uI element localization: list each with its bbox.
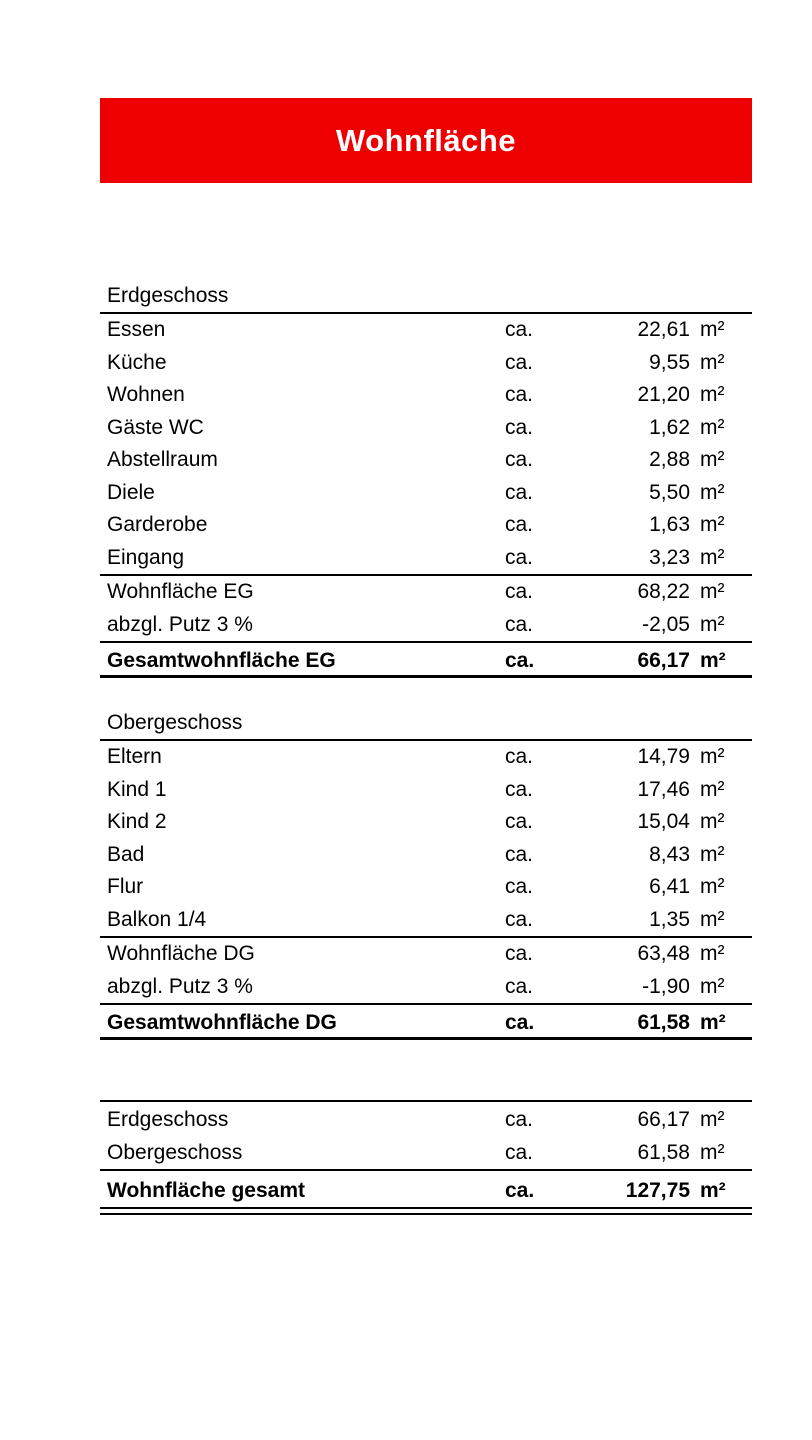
row-label: Obergeschoss <box>107 1140 243 1164</box>
row-value: 21,20 <box>637 383 690 406</box>
ca-label: ca. <box>505 942 534 965</box>
table-row <box>100 839 752 872</box>
ca-label: ca. <box>505 448 534 471</box>
row-value: 17,46 <box>637 777 690 801</box>
ca-label: ca. <box>505 612 534 636</box>
row-value: 6,41 <box>649 875 690 898</box>
ca-label: ca. <box>505 318 534 341</box>
grand-total-row <box>100 1171 752 1209</box>
row-value: 8,43 <box>649 842 690 866</box>
section-title: Obergeschoss <box>100 708 752 741</box>
table-row <box>100 347 752 380</box>
table-row <box>100 1104 752 1137</box>
ca-label: ca. <box>505 383 534 406</box>
row-value: 63,48 <box>637 942 690 965</box>
row-label: Gesamtwohnfläche DG <box>107 1011 337 1034</box>
unit-label: m² <box>700 1108 725 1131</box>
unit-label: m² <box>700 580 725 603</box>
table-row <box>100 938 752 971</box>
unit-label: m² <box>700 383 725 406</box>
row-label: Erdgeschoss <box>107 1108 229 1131</box>
unit-label: m² <box>700 318 725 341</box>
row-value: 14,79 <box>637 745 690 768</box>
row-label: Küche <box>107 350 167 374</box>
section-total-row <box>100 643 752 678</box>
row-label: Diele <box>107 480 155 504</box>
unit-label: m² <box>700 513 725 536</box>
table-row <box>100 741 752 774</box>
unit-label: m² <box>700 1179 726 1202</box>
ca-label: ca. <box>505 745 534 768</box>
unit-label: m² <box>700 777 725 801</box>
table-row <box>100 871 752 904</box>
ca-label: ca. <box>505 974 534 998</box>
row-value: 61,58 <box>637 1140 690 1164</box>
row-label: Kind 1 <box>107 777 167 801</box>
ca-label: ca. <box>505 1179 535 1202</box>
table-row <box>100 904 752 937</box>
ca-label: ca. <box>505 649 535 672</box>
row-value: -1,90 <box>642 974 690 998</box>
row-label: abzgl. Putz 3 % <box>107 612 253 636</box>
page-title: Wohnfläche <box>335 122 517 158</box>
ca-label: ca. <box>505 1140 534 1164</box>
row-label: Gesamtwohnfläche EG <box>107 649 336 672</box>
row-value: 15,04 <box>637 810 690 833</box>
row-value: 66,17 <box>637 649 690 672</box>
title-banner <box>100 98 752 183</box>
ca-label: ca. <box>505 1011 535 1034</box>
table-row <box>100 379 752 412</box>
table-row <box>100 477 752 510</box>
table-row <box>100 774 752 807</box>
section-total-row <box>100 1005 752 1040</box>
ca-label: ca. <box>505 777 534 801</box>
row-label: Wohnfläche gesamt <box>107 1179 305 1202</box>
row-value: 66,17 <box>637 1108 690 1131</box>
ca-label: ca. <box>505 545 534 569</box>
table-row <box>100 542 752 575</box>
unit-label: m² <box>700 480 725 504</box>
unit-label: m² <box>700 612 725 636</box>
ca-label: ca. <box>505 1108 534 1131</box>
row-label: Wohnfläche EG <box>107 580 254 603</box>
table-row <box>100 314 752 347</box>
unit-label: m² <box>700 545 725 569</box>
row-label: Kind 2 <box>107 810 167 833</box>
table-row <box>100 971 752 1004</box>
section-erdgeschoss <box>100 281 752 678</box>
ca-label: ca. <box>505 513 534 536</box>
row-label: Garderobe <box>107 513 208 536</box>
row-label: Essen <box>107 318 166 341</box>
subtotal-rows <box>100 576 752 643</box>
row-value: 61,58 <box>637 1011 690 1034</box>
summary-section <box>100 1100 752 1215</box>
unit-label: m² <box>700 907 725 931</box>
unit-label: m² <box>700 448 725 471</box>
unit-label: m² <box>700 649 726 672</box>
section-obergeschoss <box>100 708 752 1040</box>
row-value: 2,88 <box>649 448 690 471</box>
section-title: Erdgeschoss <box>100 281 752 314</box>
ca-label: ca. <box>505 875 534 898</box>
ca-label: ca. <box>505 580 534 603</box>
row-value: 1,35 <box>649 907 690 931</box>
row-value: 127,75 <box>625 1179 690 1202</box>
row-label: Flur <box>107 875 144 898</box>
room-rows <box>100 741 752 938</box>
ca-label: ca. <box>505 480 534 504</box>
row-label: Gäste WC <box>107 415 204 439</box>
row-label: Wohnen <box>107 383 185 406</box>
unit-label: m² <box>700 350 725 374</box>
ca-label: ca. <box>505 907 534 931</box>
row-label: Eingang <box>107 545 185 569</box>
unit-label: m² <box>700 942 725 965</box>
unit-label: m² <box>700 875 725 898</box>
double-rule <box>100 1213 752 1215</box>
table-row <box>100 1137 752 1170</box>
row-label: Balkon 1/4 <box>107 907 207 931</box>
unit-label: m² <box>700 415 725 439</box>
subtotal-rows <box>100 938 752 1005</box>
table-row <box>100 444 752 477</box>
unit-label: m² <box>700 842 725 866</box>
row-value: 5,50 <box>649 480 690 504</box>
row-value: 22,61 <box>637 318 690 341</box>
unit-label: m² <box>700 1140 725 1164</box>
row-label: abzgl. Putz 3 % <box>107 974 253 998</box>
row-label: Bad <box>107 842 145 866</box>
unit-label: m² <box>700 1011 726 1034</box>
unit-label: m² <box>700 810 725 833</box>
table-row <box>100 609 752 642</box>
row-value: -2,05 <box>642 612 690 636</box>
row-value: 1,62 <box>649 415 690 439</box>
row-value: 68,22 <box>637 580 690 603</box>
ca-label: ca. <box>505 350 534 374</box>
room-rows <box>100 314 752 576</box>
row-value: 3,23 <box>649 545 690 569</box>
ca-label: ca. <box>505 810 534 833</box>
row-label: Eltern <box>107 745 162 768</box>
table-row <box>100 806 752 839</box>
row-value: 1,63 <box>649 513 690 536</box>
unit-label: m² <box>700 974 725 998</box>
summary-rows <box>100 1102 752 1171</box>
row-label: Wohnfläche DG <box>107 942 255 965</box>
area-table <box>100 281 752 1215</box>
row-value: 9,55 <box>649 350 690 374</box>
ca-label: ca. <box>505 842 534 866</box>
table-row <box>100 509 752 542</box>
unit-label: m² <box>700 745 725 768</box>
table-row <box>100 576 752 609</box>
row-label: Abstellraum <box>107 448 218 471</box>
table-row <box>100 412 752 445</box>
ca-label: ca. <box>505 415 534 439</box>
